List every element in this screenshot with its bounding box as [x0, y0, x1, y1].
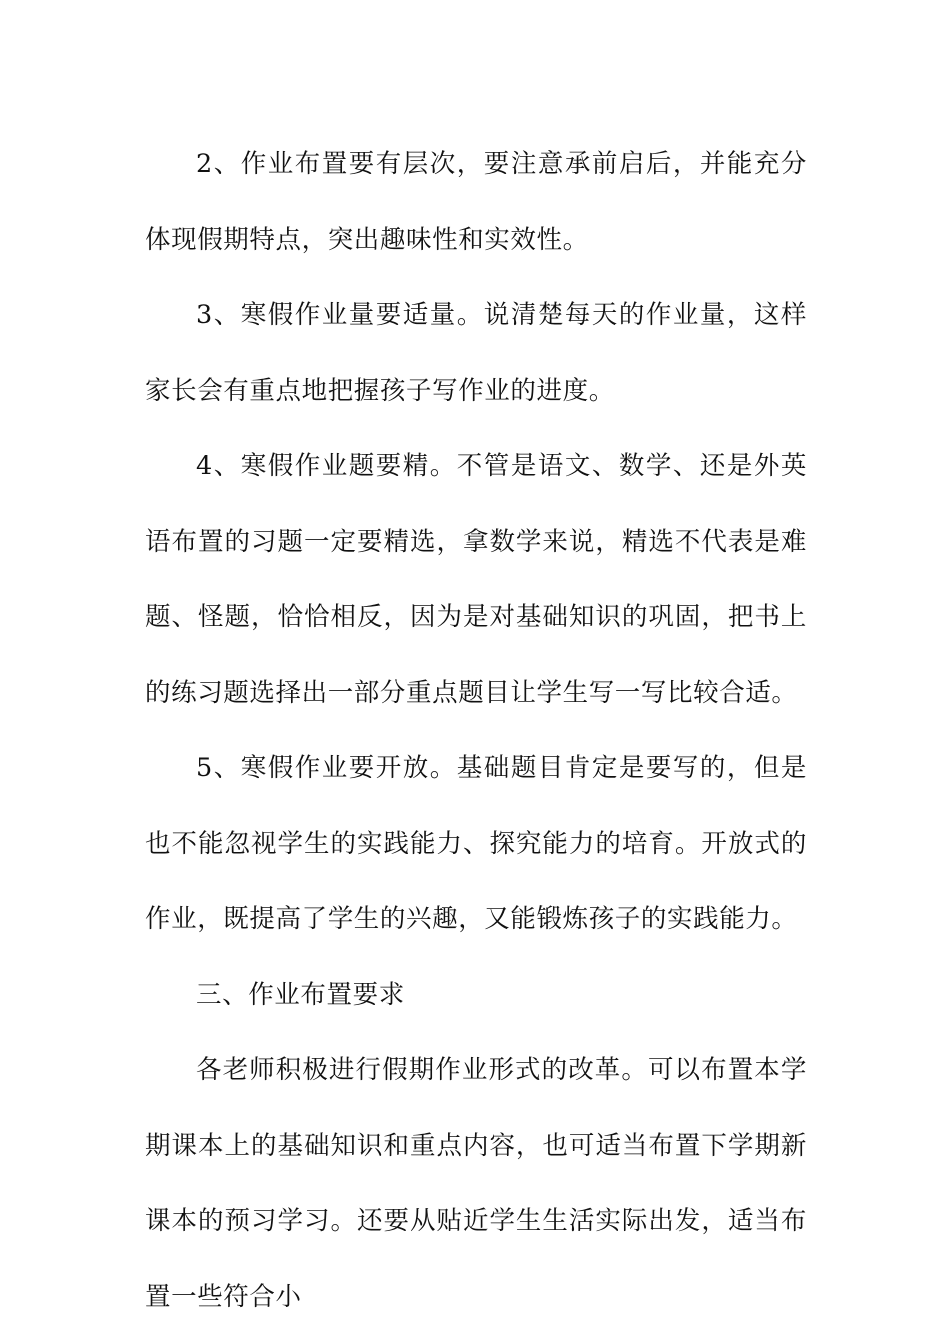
paragraph-item-5: 5、寒假作业要开放。基础题目肯定是要写的，但是也不能忽视学生的实践能力、探究能力的培育。开放式的作业，既提高了学生的兴趣，又能锻炼孩子的实践能力。: [145, 753, 807, 934]
document-body: [145, 127, 807, 1335]
section-heading: 三、作业布置要求: [196, 979, 405, 1010]
paragraph-requirements: 各老师积极进行假期作业形式的改革。可以布置本学期课本上的基础知识和重点内容，也可适当布置下学期新课本的预习学习。还要从贴近学生生活实际出发，适当布置一些符合小: [145, 1055, 807, 1312]
paragraph-item-3: 3、寒假作业量要适量。说清楚每天的作业量，这样家长会有重点地把握孩子写作业的进度。: [145, 300, 807, 406]
paragraph-item-2: 2、作业布置要有层次，要注意承前启后，并能充分体现假期特点，突出趣味性和实效性。: [145, 149, 807, 255]
paragraph-item-4: 4、寒假作业题要精。不管是语文、数学、还是外英语布置的习题一定要精选，拿数学来说，精选不代表是难题、怪题，恰恰相反，因为是对基础知识的巩固，把书上的练习题选择出一部分重点题目让学生写一写比较合适。: [145, 451, 807, 708]
